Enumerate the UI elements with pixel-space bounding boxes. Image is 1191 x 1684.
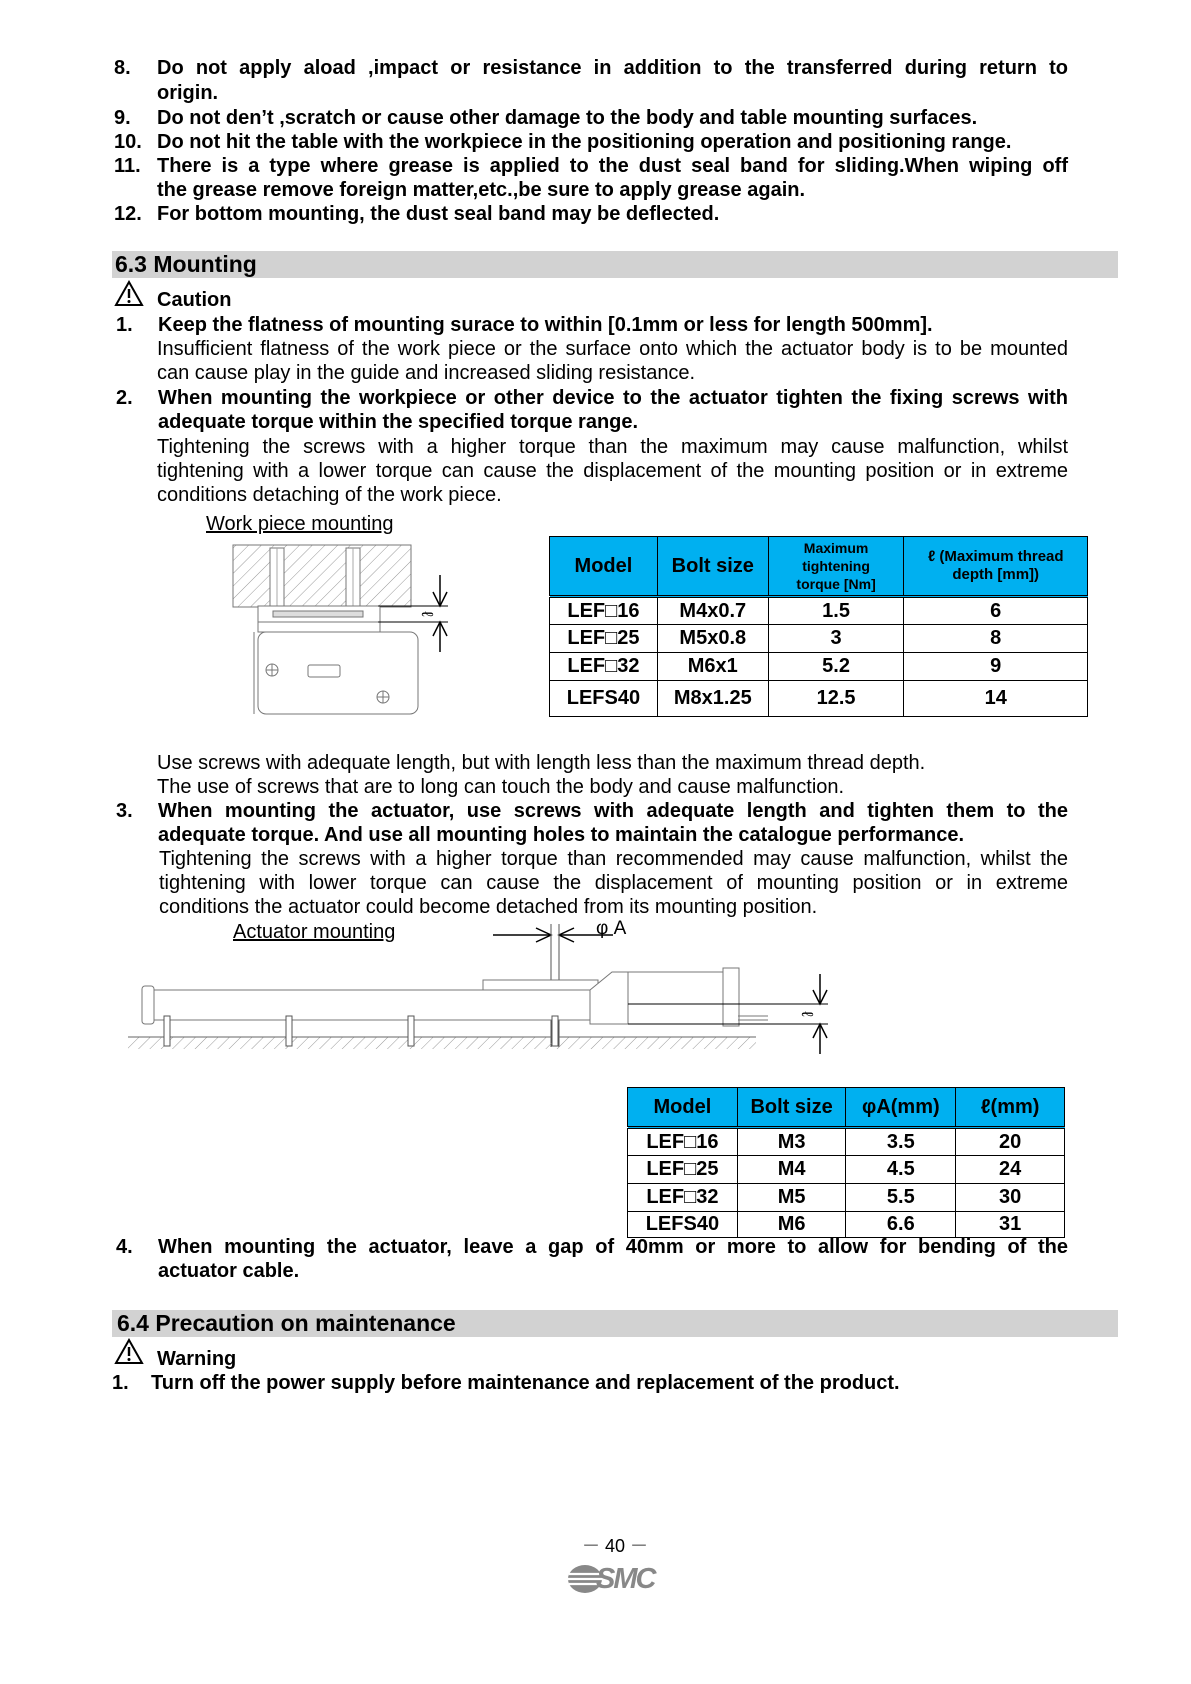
item-number: 11. <box>114 155 141 177</box>
table-row <box>550 653 1088 681</box>
cell-bolt-size: M6 <box>737 1212 846 1238</box>
cell-ell: 24 <box>956 1156 1065 1184</box>
mounting-item3-body2: tightening with lower torque can cause the displacement of mounting position or in extreme <box>159 872 1068 894</box>
table-header-row <box>628 1088 1065 1128</box>
header-line: tightening <box>802 558 870 574</box>
bolt-length-dim-label: ℓ <box>798 1011 815 1017</box>
header-line: depth [mm]) <box>952 566 1040 583</box>
mounting-item3-heading1: When mounting the actuator, use screws with adequate length and tighten them to the <box>158 800 1068 822</box>
mounting-item3-body3: conditions the actuator could become detached from its mounting position. <box>159 896 818 918</box>
cell-bolt-size: M8x1.25 <box>657 681 768 717</box>
table-header-row <box>550 537 1088 597</box>
mounting-item3-body1: Tightening the screws with a higher torque than recommended may cause malfunction, whilst the <box>159 848 1068 870</box>
item-number: 12. <box>114 203 142 225</box>
col-header-bolt-size: Bolt size <box>657 537 768 597</box>
section-title: 6.4 Precaution on maintenance <box>117 1310 456 1336</box>
col-header-bolt-size: Bolt size <box>737 1088 846 1128</box>
caution-icon <box>114 280 144 307</box>
workpiece-figure-label: Work piece mounting <box>206 513 394 535</box>
header-line: torque [Nm] <box>796 576 876 592</box>
precaution-11-line2: the grease remove foreign matter,etc.,be sure to apply grease again. <box>157 179 806 201</box>
precaution-9: Do not den’t ,scratch or cause other damage to the body and table mounting surfaces. <box>157 107 978 129</box>
cell-model: LEF□16 <box>628 1128 738 1156</box>
cell-phi-a: 5.5 <box>846 1184 956 1212</box>
cell-bolt-size: M4 <box>737 1156 846 1184</box>
section-title: 6.3 Mounting <box>115 251 257 277</box>
precaution-12: For bottom mounting, the dust seal band may be deflected. <box>157 203 720 225</box>
precaution-11-line1: There is a type where grease is applied to the dust seal band for sliding.When wiping off <box>157 155 1068 177</box>
cell-model: LEF□25 <box>628 1156 738 1184</box>
item-number: 1. <box>116 314 133 336</box>
col-header-thread-depth <box>904 537 1088 597</box>
cell-model: LEF□25 <box>550 625 658 653</box>
precaution-8-line1: Do not apply aload ,impact or resistance in addition to the transferred during return to <box>157 57 1068 79</box>
cell-bolt-size: M4x0.7 <box>657 597 768 625</box>
cell-torque: 5.2 <box>768 653 904 681</box>
mounting-item2-body1: Tightening the screws with a higher torque than the maximum may cause malfunction, whilst <box>157 436 1068 458</box>
cell-torque: 3 <box>768 625 904 653</box>
cell-depth: 9 <box>904 653 1088 681</box>
cell-ell: 31 <box>956 1212 1065 1238</box>
item-number: 2. <box>116 387 133 409</box>
screw-length-note2: The use of screws that are to long can touch the body and cause malfunction. <box>157 776 845 798</box>
cell-ell: 30 <box>956 1184 1065 1212</box>
table-row <box>628 1212 1065 1238</box>
item-number: 9. <box>114 107 131 129</box>
mounting-item2-heading2: adequate torque within the specified torque range. <box>158 411 639 433</box>
mounting-item1-body2: can cause play in the guide and increased sliding resistance. <box>157 362 696 384</box>
cell-model: LEF□32 <box>550 653 658 681</box>
col-header-model: Model <box>550 537 658 597</box>
table-row <box>550 597 1088 625</box>
table-row <box>550 625 1088 653</box>
bolt-hole-diameter-label: φ A <box>596 918 627 939</box>
mounting-item4-line1: When mounting the actuator, leave a gap of 40mm or more to allow for bending of the <box>158 1236 1068 1258</box>
col-header-phi-a: φA(mm) <box>846 1088 956 1128</box>
mounting-item4-line2: actuator cable. <box>158 1260 300 1282</box>
section-header-mounting <box>112 251 1118 278</box>
warning-label: Warning <box>157 1348 237 1370</box>
cell-bolt-size: M6x1 <box>657 653 768 681</box>
actuator-mounting-diagram <box>128 912 888 1062</box>
table-row <box>628 1184 1065 1212</box>
item-number: 10. <box>114 131 142 153</box>
mounting-item2-body3: conditions detaching of the work piece. <box>157 484 502 506</box>
col-header-ell: ℓ(mm) <box>956 1088 1065 1128</box>
smc-logo-text: SMC <box>596 1563 655 1595</box>
cell-depth: 8 <box>904 625 1088 653</box>
col-header-model: Model <box>628 1088 738 1128</box>
workpiece-mounting-diagram <box>228 540 468 720</box>
cell-bolt-size: M3 <box>737 1128 846 1156</box>
mounting-item2-body2: tightening with a lower torque can cause the displacement of the mounting position or in extreme <box>157 460 1068 482</box>
smc-logo <box>566 1562 666 1596</box>
cell-ell: 20 <box>956 1128 1065 1156</box>
cell-model: LEFS40 <box>550 681 658 717</box>
cell-torque: 12.5 <box>768 681 904 717</box>
col-header-max-torque <box>768 537 904 597</box>
table-row <box>628 1156 1065 1184</box>
actuator-bolt-table <box>627 1087 1065 1238</box>
cell-depth: 6 <box>904 597 1088 625</box>
mounting-item1-body1: Insufficient flatness of the work piece or the surface onto which the actuator body is to be mounted <box>157 338 1068 360</box>
workpiece-torque-table <box>549 536 1088 717</box>
cell-bolt-size: M5x0.8 <box>657 625 768 653</box>
cell-phi-a: 4.5 <box>846 1156 956 1184</box>
cell-depth: 14 <box>904 681 1088 717</box>
page-number: － 40 － <box>581 1536 649 1556</box>
section-header-maintenance <box>112 1310 1118 1337</box>
maintenance-item1: Turn off the power supply before maintenance and replacement of the product. <box>151 1372 900 1394</box>
precaution-8-line2: origin. <box>157 82 219 104</box>
table-row <box>550 681 1088 717</box>
item-number: 3. <box>116 800 133 822</box>
warning-icon <box>114 1338 144 1365</box>
thread-depth-dim-label: ℓ <box>418 611 435 617</box>
screw-length-note1: Use screws with adequate length, but with length less than the maximum thread depth. <box>157 752 926 774</box>
actuator-figure-label: Actuator mounting <box>233 921 396 943</box>
item-number: 4. <box>116 1236 133 1258</box>
mounting-item2-heading1: When mounting the workpiece or other device to the actuator tighten the fixing screws with <box>158 387 1068 409</box>
cell-model: LEF□16 <box>550 597 658 625</box>
cell-phi-a: 6.6 <box>846 1212 956 1238</box>
item-number: 1. <box>112 1372 129 1394</box>
header-line: Maximum <box>803 540 869 556</box>
cell-bolt-size: M5 <box>737 1184 846 1212</box>
mounting-item1-heading: Keep the flatness of mounting surace to within [0.1mm or less for length 500mm]. <box>158 314 933 336</box>
cell-phi-a: 3.5 <box>846 1128 956 1156</box>
header-line: ℓ (Maximum thread <box>927 548 1064 565</box>
item-number: 8. <box>114 57 131 79</box>
precaution-10: Do not hit the table with the workpiece in the positioning operation and positioning range. <box>157 131 1012 153</box>
cell-torque: 1.5 <box>768 597 904 625</box>
cell-model: LEF□32 <box>628 1184 738 1212</box>
mounting-item3-heading2: adequate torque. And use all mounting holes to maintain the catalogue performance. <box>158 824 965 846</box>
cell-model: LEFS40 <box>628 1212 738 1238</box>
table-row <box>628 1128 1065 1156</box>
caution-label: Caution <box>157 289 232 311</box>
